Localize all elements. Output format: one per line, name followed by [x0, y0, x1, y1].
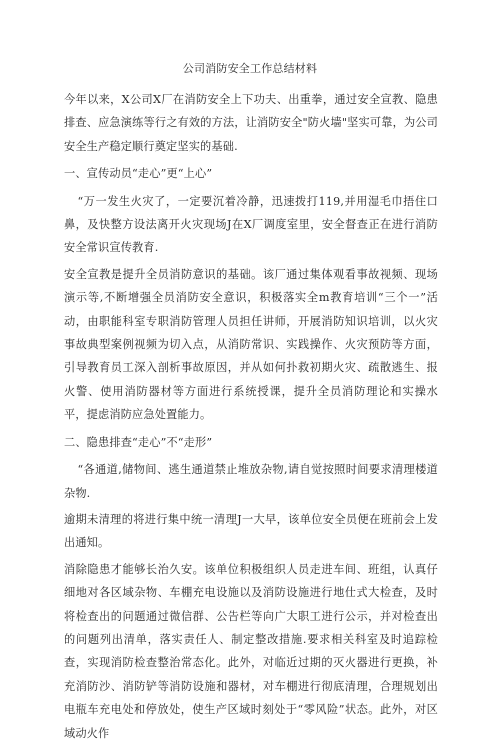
document-body [64, 88, 438, 748]
body-paragraph: “各通道,储物间、逃生通道禁止堆放杂物,请自觉按照时间要求清理楼道杂物. [64, 463, 438, 500]
section-heading-2: 二、隐患排查“走心”不“走形” [64, 435, 213, 449]
body-paragraph: 安全宣教是提升全员消防意识的基础。该厂通过集体观看事故视频、现场演示等,不断增强全员消防安全意识，积极落实全m教育培训“三个一”活动，由职能科室专职消防管理人员担任讲师，开展消防知识培训，以火灾事故典型案例视频为切入点，从消防常识、实践操作、火灾预防等方面，引导教育员工深入剖析事故原因，并从如何扑救初期火灾、疏散逃生、报火警、使用消防器材等方面进行系统授课，提升全员消防理论和实操水平，提虑消防应急处置能力。 [64, 267, 438, 422]
document-title: 公司消防安全工作总结材料 [182, 62, 318, 75]
body-paragraph: “万一发生火灾了，一定要沉着冷静，迅速拨打119,并用湿毛巾捂住口鼻，及快整方设法离开火灾现场J在X厂调度室里，安全督查正在进行消防安全常识宣传教育. [64, 194, 438, 255]
body-paragraph: 消除隐患才能够长治久安。该单位积极组织人员走进车间、班组，认真仔细地对各区域杂物、车棚充电设施以及消防设施进行地仕式大检查，及时将检查出的问题通过微信群、公告栏等向广大职工进行公示，并对检查出的问题列出清单，落实责任人、制定整改措施.要求相关科室及时追踪检查，实现消防检查整治常态化。此外，对临近过期的灭火器进行更换，补充消防沙、消防铲等消防设施和器材，对车棚进行彻底清理，合理规划出电瓶车充电处和停放处，使生产区域时刻处于“零风险”状态。此外，对区域动火作 [64, 562, 438, 740]
section-heading-1: 一、宣传动员“走心”更“上心” [64, 167, 213, 181]
body-paragraph: 逾期未清理的将进行集中统一清理J一大早，该单位安全员便在班前会上发出通知。 [64, 512, 438, 550]
intro-paragraph: 今年以来，X公司X厂在消防安全上下功夫、出重拳，通过安全宣教、隐患排查、应急演练等行之有效的方法，让消防安全"防火墙"坚实可靠，为公司安全生产稳定顺行奠定坚实的基础. [64, 93, 438, 153]
